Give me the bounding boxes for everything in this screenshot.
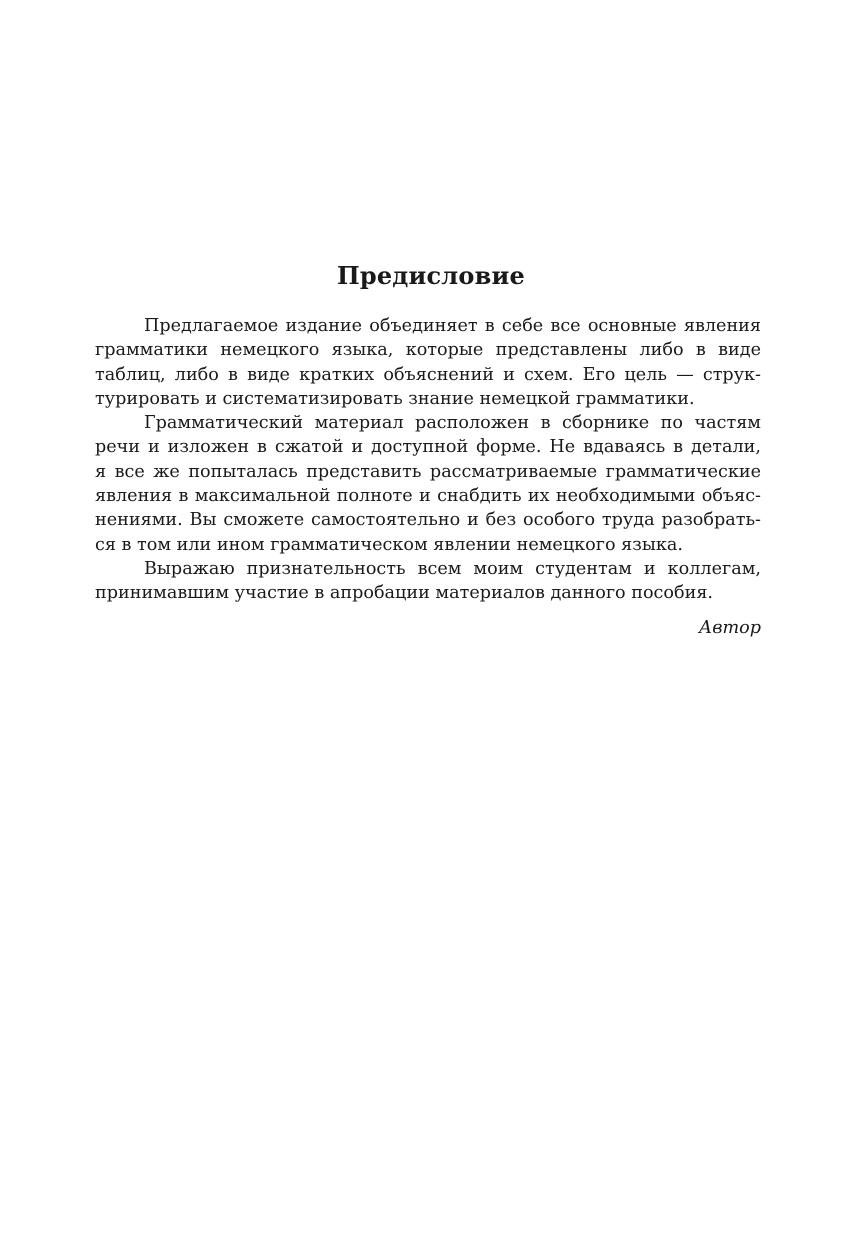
text-line: речи и изложен в сжатой и доступной форме. Не вдаваясь в детали,	[95, 437, 761, 458]
text-line: Грамматический материал расположен в сборнике по частям	[144, 413, 761, 434]
text-line: таблиц, либо в виде кратких объяснений и схем. Его цель — струк-	[95, 364, 761, 385]
page-title: Предисловие	[336, 261, 525, 290]
text-line: явления в максимальной полноте и снабдить их необходимыми объяс-	[95, 486, 761, 507]
paragraph-1	[95, 314, 761, 411]
text-line: ся в том или ином грамматическом явлении немецкого языка.	[95, 534, 683, 555]
text-line: Выражаю признательность всем моим студентам и коллегам,	[144, 558, 761, 579]
text-line: грамматики немецкого языка, которые представлены либо в виде	[95, 340, 761, 361]
preface-page	[95, 258, 761, 640]
text-line: Предлагаемое издание объединяет в себе все основные явления	[144, 316, 761, 336]
text-line: нениями. Вы сможете самостоятельно и без особого труда разобрать-	[95, 510, 761, 531]
paragraph-2	[95, 411, 761, 557]
author-signature: Автор	[698, 617, 761, 638]
text-line: турировать и систематизировать знание немецкой грамматики.	[95, 388, 695, 409]
text-line: принимавшим участие в апробации материалов данного пособия.	[95, 583, 714, 604]
paragraph-3	[95, 557, 761, 606]
text-line: я все же попыталась представить рассматриваемые грамматические	[95, 461, 761, 482]
